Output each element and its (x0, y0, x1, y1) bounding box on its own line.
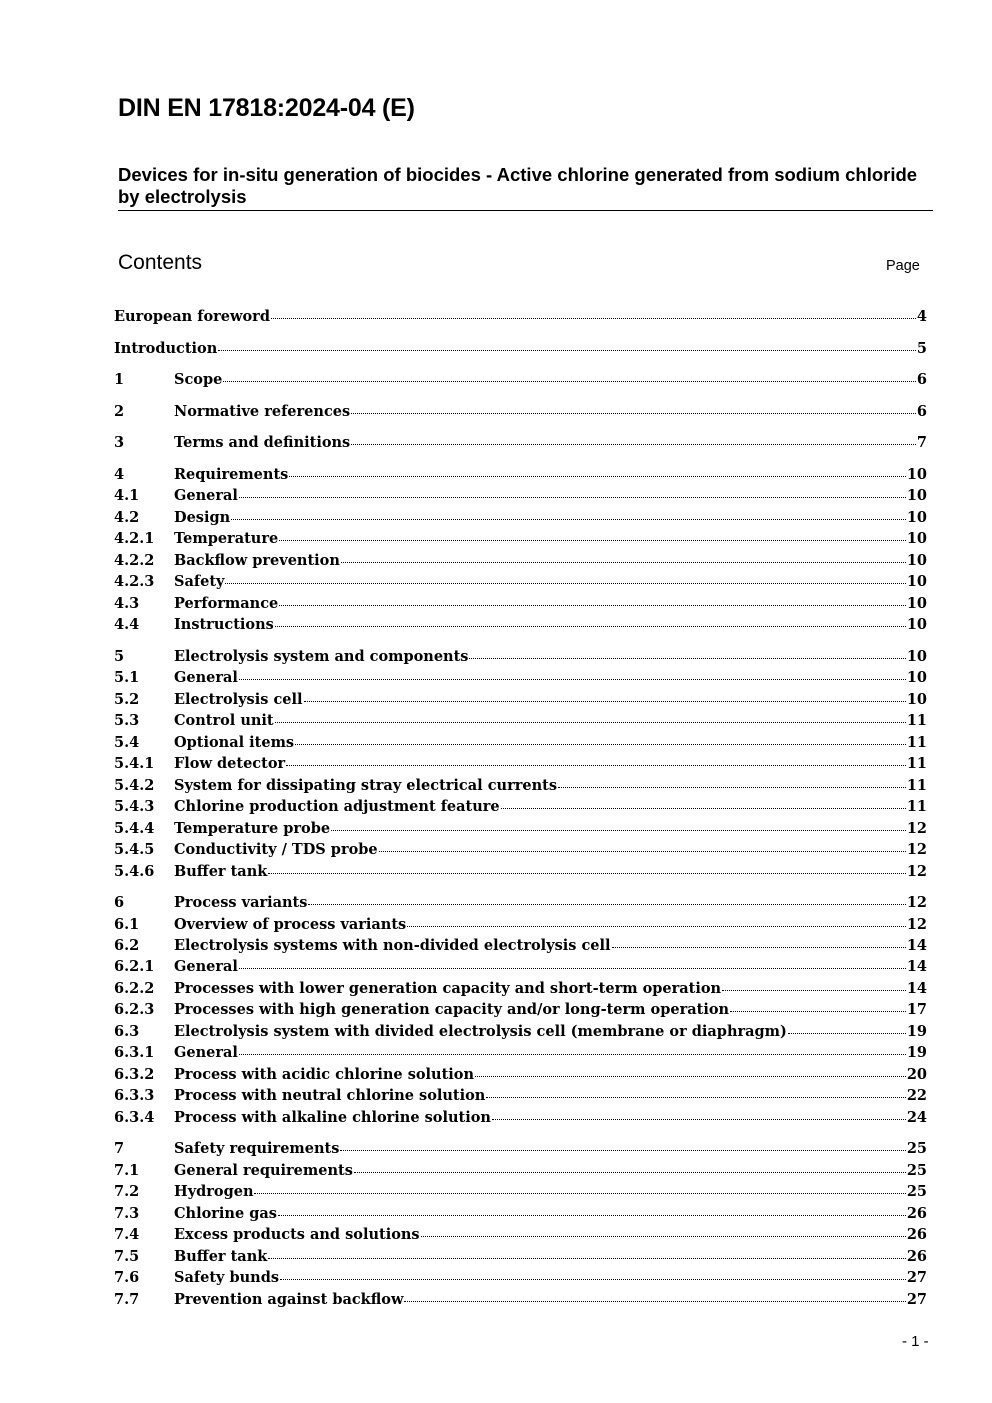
toc-entry-page: 22 (906, 1087, 927, 1104)
toc-entry[interactable] (114, 1023, 927, 1043)
toc-entry-number: 4.2.2 (114, 552, 155, 569)
document-title: Devices for in-situ generation of biocides - Active chlorine generated from sodium chloride by electrolysis (118, 164, 918, 207)
toc-entry-number: 6.2 (114, 937, 140, 954)
toc-entry-page: 25 (906, 1162, 927, 1179)
toc-entry[interactable] (114, 1140, 927, 1160)
toc-entry-page: 14 (906, 958, 927, 975)
toc-entry[interactable] (114, 371, 927, 391)
title-divider (118, 210, 933, 211)
toc-entry-number: 6.3.3 (114, 1087, 155, 1104)
toc-entry-number: 2 (114, 403, 125, 420)
toc-entry-page: 20 (906, 1066, 927, 1083)
toc-entry[interactable] (114, 916, 927, 936)
toc-entry[interactable] (114, 573, 927, 593)
toc-dot-leader (239, 679, 906, 680)
toc-entry[interactable] (114, 509, 927, 529)
toc-entry[interactable] (114, 1205, 927, 1225)
toc-dot-leader (268, 1258, 906, 1259)
toc-entry[interactable] (114, 1291, 927, 1311)
toc-entry-number: 6.3.4 (114, 1109, 155, 1126)
toc-entry-page: 11 (906, 712, 927, 729)
toc-entry-title: Design (174, 509, 231, 526)
toc-dot-leader (331, 830, 906, 831)
toc-entry-page: 4 (916, 308, 927, 325)
toc-entry-number: 7.5 (114, 1248, 140, 1265)
toc-entry-title: European foreword (114, 308, 270, 325)
toc-entry-title: Chlorine production adjustment feature (174, 798, 500, 815)
toc-entry[interactable] (114, 340, 927, 360)
toc-entry-number: 5.4.3 (114, 798, 155, 815)
toc-entry-page: 14 (906, 937, 927, 954)
toc-dot-leader (239, 968, 906, 969)
toc-entry-title: Buffer tank (174, 863, 268, 880)
toc-entry-number: 4.3 (114, 595, 140, 612)
toc-entry-title: Control unit (174, 712, 274, 729)
toc-entry-page: 10 (906, 669, 927, 686)
toc-entry-page: 10 (906, 595, 927, 612)
toc-entry-number: 7 (114, 1140, 125, 1157)
toc-dot-leader (475, 1076, 906, 1077)
toc-entry[interactable] (114, 820, 927, 840)
toc-entry-page: 12 (906, 916, 927, 933)
toc-entry-page: 19 (906, 1023, 927, 1040)
toc-entry-title: Processes with high generation capacity and/or long-term operation (174, 1001, 730, 1018)
toc-entry[interactable] (114, 1087, 927, 1107)
toc-entry-title: Terms and definitions (174, 434, 351, 451)
toc-entry-number: 5.4.1 (114, 755, 155, 772)
toc-entry-page: 10 (906, 616, 927, 633)
toc-entry-title: Optional items (174, 734, 295, 751)
toc-dot-leader (225, 583, 905, 584)
toc-entry-title: Scope (174, 371, 223, 388)
toc-entry-title: Hydrogen (174, 1183, 254, 1200)
toc-entry[interactable] (114, 980, 927, 1000)
toc-entry-title: System for dissipating stray electrical currents (174, 777, 557, 794)
toc-entry-page: 12 (906, 863, 927, 880)
toc-entry-number: 7.4 (114, 1226, 140, 1243)
toc-dot-leader (268, 873, 906, 874)
toc-entry-number: 5.4.4 (114, 820, 155, 837)
toc-entry-title: Electrolysis system and components (174, 648, 469, 665)
toc-entry-page: 10 (906, 466, 927, 483)
toc-entry-page: 7 (916, 434, 927, 451)
toc-dot-leader (788, 1033, 906, 1034)
toc-entry-number: 4.2.3 (114, 573, 155, 590)
toc-entry-number: 7.2 (114, 1183, 140, 1200)
toc-entry-title: Flow detector (174, 755, 286, 772)
toc-entry-number: 7.7 (114, 1291, 140, 1308)
toc-entry-number: 5.4.6 (114, 863, 155, 880)
toc-dot-leader (492, 1119, 906, 1120)
toc-entry-title: General (174, 958, 238, 975)
toc-entry[interactable] (114, 487, 927, 507)
toc-entry-number: 4.2.1 (114, 530, 155, 547)
toc-dot-leader (271, 318, 916, 319)
toc-entry-number: 6.2.1 (114, 958, 155, 975)
toc-dot-leader (612, 947, 906, 948)
toc-dot-leader (379, 851, 906, 852)
toc-entry-number: 5.4.5 (114, 841, 155, 858)
toc-dot-leader (722, 990, 906, 991)
toc-dot-leader (351, 413, 916, 414)
toc-dot-leader (421, 1236, 906, 1237)
toc-entry-page: 17 (906, 1001, 927, 1018)
toc-entry-page: 26 (906, 1205, 927, 1222)
toc-dot-leader (286, 765, 906, 766)
toc-entry-title: Chlorine gas (174, 1205, 277, 1222)
toc-entry-number: 5.4.2 (114, 777, 155, 794)
toc-entry-page: 24 (906, 1109, 927, 1126)
toc-entry[interactable] (114, 403, 927, 423)
toc-entry-page: 10 (906, 691, 927, 708)
toc-entry[interactable] (114, 1183, 927, 1203)
toc-entry-title: Performance (174, 595, 279, 612)
toc-entry-title: Temperature probe (174, 820, 331, 837)
toc-entry-page: 10 (906, 552, 927, 569)
toc-entry-title: Prevention against backflow (174, 1291, 404, 1308)
toc-dot-leader (351, 444, 916, 445)
toc-entry-title: Instructions (174, 616, 274, 633)
toc-entry[interactable] (114, 434, 927, 454)
toc-entry-number: 5.3 (114, 712, 140, 729)
toc-entry-title: Backflow prevention (174, 552, 340, 569)
toc-entry[interactable] (114, 669, 927, 689)
toc-entry-number: 3 (114, 434, 125, 451)
toc-entry[interactable] (114, 958, 927, 978)
page-column-label: Page (886, 258, 920, 274)
toc-dot-leader (304, 701, 906, 702)
toc-dot-leader (295, 744, 906, 745)
toc-entry-number: 6.1 (114, 916, 140, 933)
toc-dot-leader (404, 1301, 905, 1302)
toc-entry[interactable] (114, 552, 927, 572)
toc-entry[interactable] (114, 691, 927, 711)
toc-entry-page: 11 (906, 777, 927, 794)
toc-entry-title: Electrolysis cell (174, 691, 303, 708)
toc-entry-page: 10 (906, 648, 927, 665)
toc-entry-page: 26 (906, 1248, 927, 1265)
toc-dot-leader (279, 605, 906, 606)
toc-entry[interactable] (114, 777, 927, 797)
toc-dot-leader (280, 1279, 906, 1280)
toc-entry[interactable] (114, 1248, 927, 1268)
toc-entry-page: 10 (906, 509, 927, 526)
toc-entry[interactable] (114, 1226, 927, 1246)
toc-entry-page: 5 (916, 340, 927, 357)
toc-entry-page: 25 (906, 1183, 927, 1200)
toc-entry-title: Safety (174, 573, 225, 590)
toc-entry-number: 5.1 (114, 669, 140, 686)
toc-entry-page: 6 (916, 371, 927, 388)
toc-entry-title: Temperature (174, 530, 279, 547)
toc-entry[interactable] (114, 937, 927, 957)
contents-heading: Contents (118, 251, 203, 274)
toc-entry-title: Process with alkaline chlorine solution (174, 1109, 491, 1126)
toc-entry-number: 5.2 (114, 691, 140, 708)
toc-entry-page: 25 (906, 1140, 927, 1157)
toc-entry[interactable] (114, 1044, 927, 1064)
toc-dot-leader (730, 1011, 906, 1012)
toc-entry-title: Conductivity / TDS probe (174, 841, 378, 858)
toc-entry-number: 4.1 (114, 487, 140, 504)
toc-entry-title: Process with acidic chlorine solution (174, 1066, 474, 1083)
toc-entry[interactable] (114, 1066, 927, 1086)
toc-entry[interactable] (114, 894, 927, 914)
toc-entry-title: General requirements (174, 1162, 353, 1179)
toc-entry-page: 10 (906, 487, 927, 504)
toc-dot-leader (279, 540, 906, 541)
toc-entry-number: 6.2.3 (114, 1001, 155, 1018)
toc-dot-leader (407, 926, 906, 927)
toc-entry-number: 6.3.1 (114, 1044, 155, 1061)
toc-entry-title: General (174, 1044, 238, 1061)
toc-entry[interactable] (114, 798, 927, 818)
toc-entry-number: 5.4 (114, 734, 140, 751)
toc-entry-number: 6.3.2 (114, 1066, 155, 1083)
toc-entry-page: 10 (906, 573, 927, 590)
toc-entry-page: 19 (906, 1044, 927, 1061)
toc-entry[interactable] (114, 530, 927, 550)
toc-dot-leader (239, 497, 906, 498)
toc-dot-leader (231, 519, 906, 520)
toc-entry-title: Safety bunds (174, 1269, 280, 1286)
toc-entry[interactable] (114, 755, 927, 775)
toc-entry-page: 11 (906, 755, 927, 772)
toc-entry-title: Requirements (174, 466, 289, 483)
toc-entry-number: 6.2.2 (114, 980, 155, 997)
toc-entry-page: 12 (906, 820, 927, 837)
toc-entry-page: 10 (906, 530, 927, 547)
toc-dot-leader (275, 722, 906, 723)
toc-entry-number: 6.3 (114, 1023, 140, 1040)
toc-entry-number: 4 (114, 466, 125, 483)
toc-entry-page: 12 (906, 841, 927, 858)
toc-entry-title: Introduction (114, 340, 218, 357)
toc-entry[interactable] (114, 1001, 927, 1021)
toc-entry-title: Excess products and solutions (174, 1226, 420, 1243)
toc-entry-page: 26 (906, 1226, 927, 1243)
toc-entry[interactable] (114, 734, 927, 754)
toc-entry-page: 14 (906, 980, 927, 997)
toc-entry[interactable] (114, 1109, 927, 1129)
toc-entry[interactable] (114, 712, 927, 732)
toc-entry-number: 7.1 (114, 1162, 140, 1179)
toc-entry-title: Processes with lower generation capacity and short-term operation (174, 980, 722, 997)
toc-entry-number: 7.6 (114, 1269, 140, 1286)
toc-entry[interactable] (114, 863, 927, 883)
toc-entry-title: General (174, 669, 238, 686)
toc-dot-leader (278, 1215, 906, 1216)
toc-entry-number: 7.3 (114, 1205, 140, 1222)
toc-entry-title: Electrolysis systems with non-divided electrolysis cell (174, 937, 611, 954)
toc-dot-leader (341, 562, 906, 563)
toc-dot-leader (340, 1150, 905, 1151)
toc-entry-title: Safety requirements (174, 1140, 340, 1157)
toc-entry-page: 12 (906, 894, 927, 911)
toc-dot-leader (486, 1097, 905, 1098)
toc-entry-title: Process variants (174, 894, 308, 911)
toc-dot-leader (275, 626, 906, 627)
toc-entry-title: Electrolysis system with divided electrolysis cell (membrane or diaphragm) (174, 1023, 787, 1040)
toc-entry-number: 5 (114, 648, 125, 665)
toc-entry-title: Overview of process variants (174, 916, 407, 933)
toc-entry-page: 11 (906, 734, 927, 751)
toc-entry[interactable] (114, 466, 927, 486)
toc-entry-number: 4.2 (114, 509, 140, 526)
toc-entry-title: Process with neutral chlorine solution (174, 1087, 486, 1104)
toc-dot-leader (558, 787, 906, 788)
toc-dot-leader (223, 381, 916, 382)
toc-dot-leader (354, 1172, 906, 1173)
toc-entry-number: 4.4 (114, 616, 140, 633)
toc-entry[interactable] (114, 1269, 927, 1289)
toc-entry[interactable] (114, 616, 927, 636)
toc-entry[interactable] (114, 648, 927, 668)
toc-entry-page: 6 (916, 403, 927, 420)
toc-dot-leader (218, 350, 916, 351)
toc-dot-leader (289, 476, 906, 477)
toc-entry[interactable] (114, 308, 927, 328)
toc-dot-leader (501, 808, 906, 809)
toc-entry-page: 27 (906, 1269, 927, 1286)
toc-entry[interactable] (114, 1162, 927, 1182)
document-id: DIN EN 17818:2024-04 (E) (118, 94, 415, 122)
toc-entry-number: 1 (114, 371, 125, 388)
toc-entry-title: Buffer tank (174, 1248, 268, 1265)
toc-entry[interactable] (114, 841, 927, 861)
toc-dot-leader (239, 1054, 906, 1055)
toc-dot-leader (308, 904, 905, 905)
toc-entry-page: 11 (906, 798, 927, 815)
toc-dot-leader (469, 658, 905, 659)
toc-entry-number: 6 (114, 894, 125, 911)
toc-entry-title: General (174, 487, 238, 504)
toc-entry-page: 27 (906, 1291, 927, 1308)
toc-dot-leader (254, 1193, 905, 1194)
toc-entry-title: Normative references (174, 403, 351, 420)
toc-entry[interactable] (114, 595, 927, 615)
page-number: - 1 - (902, 1333, 929, 1350)
